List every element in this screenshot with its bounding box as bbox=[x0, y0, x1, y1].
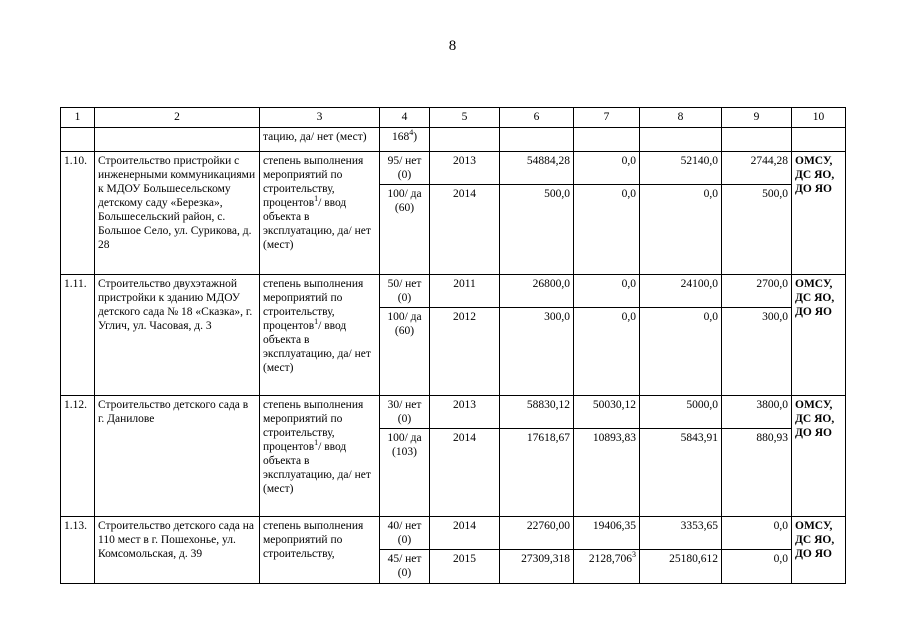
header-cell: 5 bbox=[430, 108, 500, 128]
col9-cell: 0,0 bbox=[722, 517, 792, 550]
target-cell: 30/ нет (0) bbox=[380, 396, 430, 429]
col8-cell: 25180,612 bbox=[640, 550, 722, 584]
year-cell: 2015 bbox=[430, 550, 500, 584]
responsible-cell: ОМСУ, ДС ЯО, ДО ЯО bbox=[792, 275, 846, 396]
row-id: 1.10. bbox=[61, 152, 95, 275]
total-cell: 58830,12 bbox=[500, 396, 574, 429]
year-cell: 2013 bbox=[430, 152, 500, 185]
total-cell: 17618,67 bbox=[500, 429, 574, 517]
col7-cell: 10893,83 bbox=[574, 429, 640, 517]
object-name: Строительство двухэтажной пристройки к зданию МДОУ детского сада № 18 «Сказка», г. Углич, ул. Часовая, д. 3 bbox=[95, 275, 260, 396]
col9-cell: 2700,0 bbox=[722, 275, 792, 308]
header-cell: 6 bbox=[500, 108, 574, 128]
col8-cell: 5843,91 bbox=[640, 429, 722, 517]
header-cell: 10 bbox=[792, 108, 846, 128]
total-cell: 300,0 bbox=[500, 308, 574, 396]
program-table bbox=[60, 107, 846, 584]
col7-cell: 0,0 bbox=[574, 275, 640, 308]
table-row bbox=[61, 517, 846, 550]
col9-cell: 3800,0 bbox=[722, 396, 792, 429]
measure-cell: степень выполнения мероприятий по строительству, процентов$^1$/ ввод объекта в эксплуатацию, да/ нет (мест) bbox=[260, 396, 380, 517]
year-cell: 2011 bbox=[430, 275, 500, 308]
measure-cell: степень выполнения мероприятий по строительству, процентов$^1$/ ввод объекта в эксплуатацию, да/ нет (мест) bbox=[260, 152, 380, 275]
col9-cell: 880,93 bbox=[722, 429, 792, 517]
header-cell: 2 bbox=[95, 108, 260, 128]
responsible-cell: ОМСУ, ДС ЯО, ДО ЯО bbox=[792, 152, 846, 275]
col7-cell: 19406,35 bbox=[574, 517, 640, 550]
total-cell: 27309,318 bbox=[500, 550, 574, 584]
col8-cell: 24100,0 bbox=[640, 275, 722, 308]
col9-cell: 500,0 bbox=[722, 185, 792, 275]
row-id: 1.13. bbox=[61, 517, 95, 584]
year-cell: 2013 bbox=[430, 396, 500, 429]
header-cell: 4 bbox=[380, 108, 430, 128]
header-cell: 8 bbox=[640, 108, 722, 128]
target-cell: 100/ да (60) bbox=[380, 185, 430, 275]
total-cell: 26800,0 bbox=[500, 275, 574, 308]
target-cell: 45/ нет (0) bbox=[380, 550, 430, 584]
target-cell: 100/ да (60) bbox=[380, 308, 430, 396]
col8-cell: 5000,0 bbox=[640, 396, 722, 429]
header-cell: 1 bbox=[61, 108, 95, 128]
total-cell: 500,0 bbox=[500, 185, 574, 275]
target-cell: 50/ нет (0) bbox=[380, 275, 430, 308]
table-row bbox=[61, 396, 846, 429]
target-cell: 100/ да (103) bbox=[380, 429, 430, 517]
col8-cell: 0,0 bbox=[640, 185, 722, 275]
table-row bbox=[61, 152, 846, 185]
header-cell: 7 bbox=[574, 108, 640, 128]
year-cell: 2014 bbox=[430, 517, 500, 550]
row-id: 1.11. bbox=[61, 275, 95, 396]
row-id: 1.12. bbox=[61, 396, 95, 517]
col9-cell: 300,0 bbox=[722, 308, 792, 396]
measure-cell: тацию, да/ нет (мест) bbox=[260, 128, 380, 152]
header-row bbox=[61, 108, 846, 128]
target-cell: 95/ нет (0) bbox=[380, 152, 430, 185]
total-cell: 54884,28 bbox=[500, 152, 574, 185]
responsible-cell: ОМСУ, ДС ЯО, ДО ЯО bbox=[792, 517, 846, 584]
responsible-cell: ОМСУ, ДС ЯО, ДО ЯО bbox=[792, 396, 846, 517]
col8-cell: 52140,0 bbox=[640, 152, 722, 185]
col7-cell: 2128,706$^3$ bbox=[574, 550, 640, 584]
object-name: Строительство детского сада в г. Данилове bbox=[95, 396, 260, 517]
col8-cell: 3353,65 bbox=[640, 517, 722, 550]
object-name: Строительство пристройки с инженерными коммуникациями к МДОУ Большесельскому детскому саду «Березка», Большесельский район, с. Большое Село, ул. Сурикова, д. 28 bbox=[95, 152, 260, 275]
col7-cell: 0,0 bbox=[574, 308, 640, 396]
measure-cell: степень выполнения мероприятий по строительству, процентов$^1$/ ввод объекта в эксплуатацию, да/ нет (мест) bbox=[260, 275, 380, 396]
header-cell: 3 bbox=[260, 108, 380, 128]
target-cell: $168^4$) bbox=[380, 128, 430, 152]
col9-cell: 2744,28 bbox=[722, 152, 792, 185]
year-cell: 2014 bbox=[430, 185, 500, 275]
year-cell: 2012 bbox=[430, 308, 500, 396]
col7-cell: 0,0 bbox=[574, 152, 640, 185]
page-number: 8 bbox=[448, 38, 457, 54]
col8-cell: 0,0 bbox=[640, 308, 722, 396]
year-cell: 2014 bbox=[430, 429, 500, 517]
target-cell: 40/ нет (0) bbox=[380, 517, 430, 550]
col7-cell: 50030,12 bbox=[574, 396, 640, 429]
continuation-row bbox=[61, 128, 846, 152]
measure-cell: степень выполнения мероприятий по строительству, bbox=[260, 517, 380, 584]
table-row bbox=[61, 275, 846, 308]
total-cell: 22760,00 bbox=[500, 517, 574, 550]
object-name: Строительство детского сада на 110 мест в г. Пошехонье, ул. Комсомольская, д. 39 bbox=[95, 517, 260, 584]
header-cell: 9 bbox=[722, 108, 792, 128]
col7-cell: 0,0 bbox=[574, 185, 640, 275]
col9-cell: 0,0 bbox=[722, 550, 792, 584]
